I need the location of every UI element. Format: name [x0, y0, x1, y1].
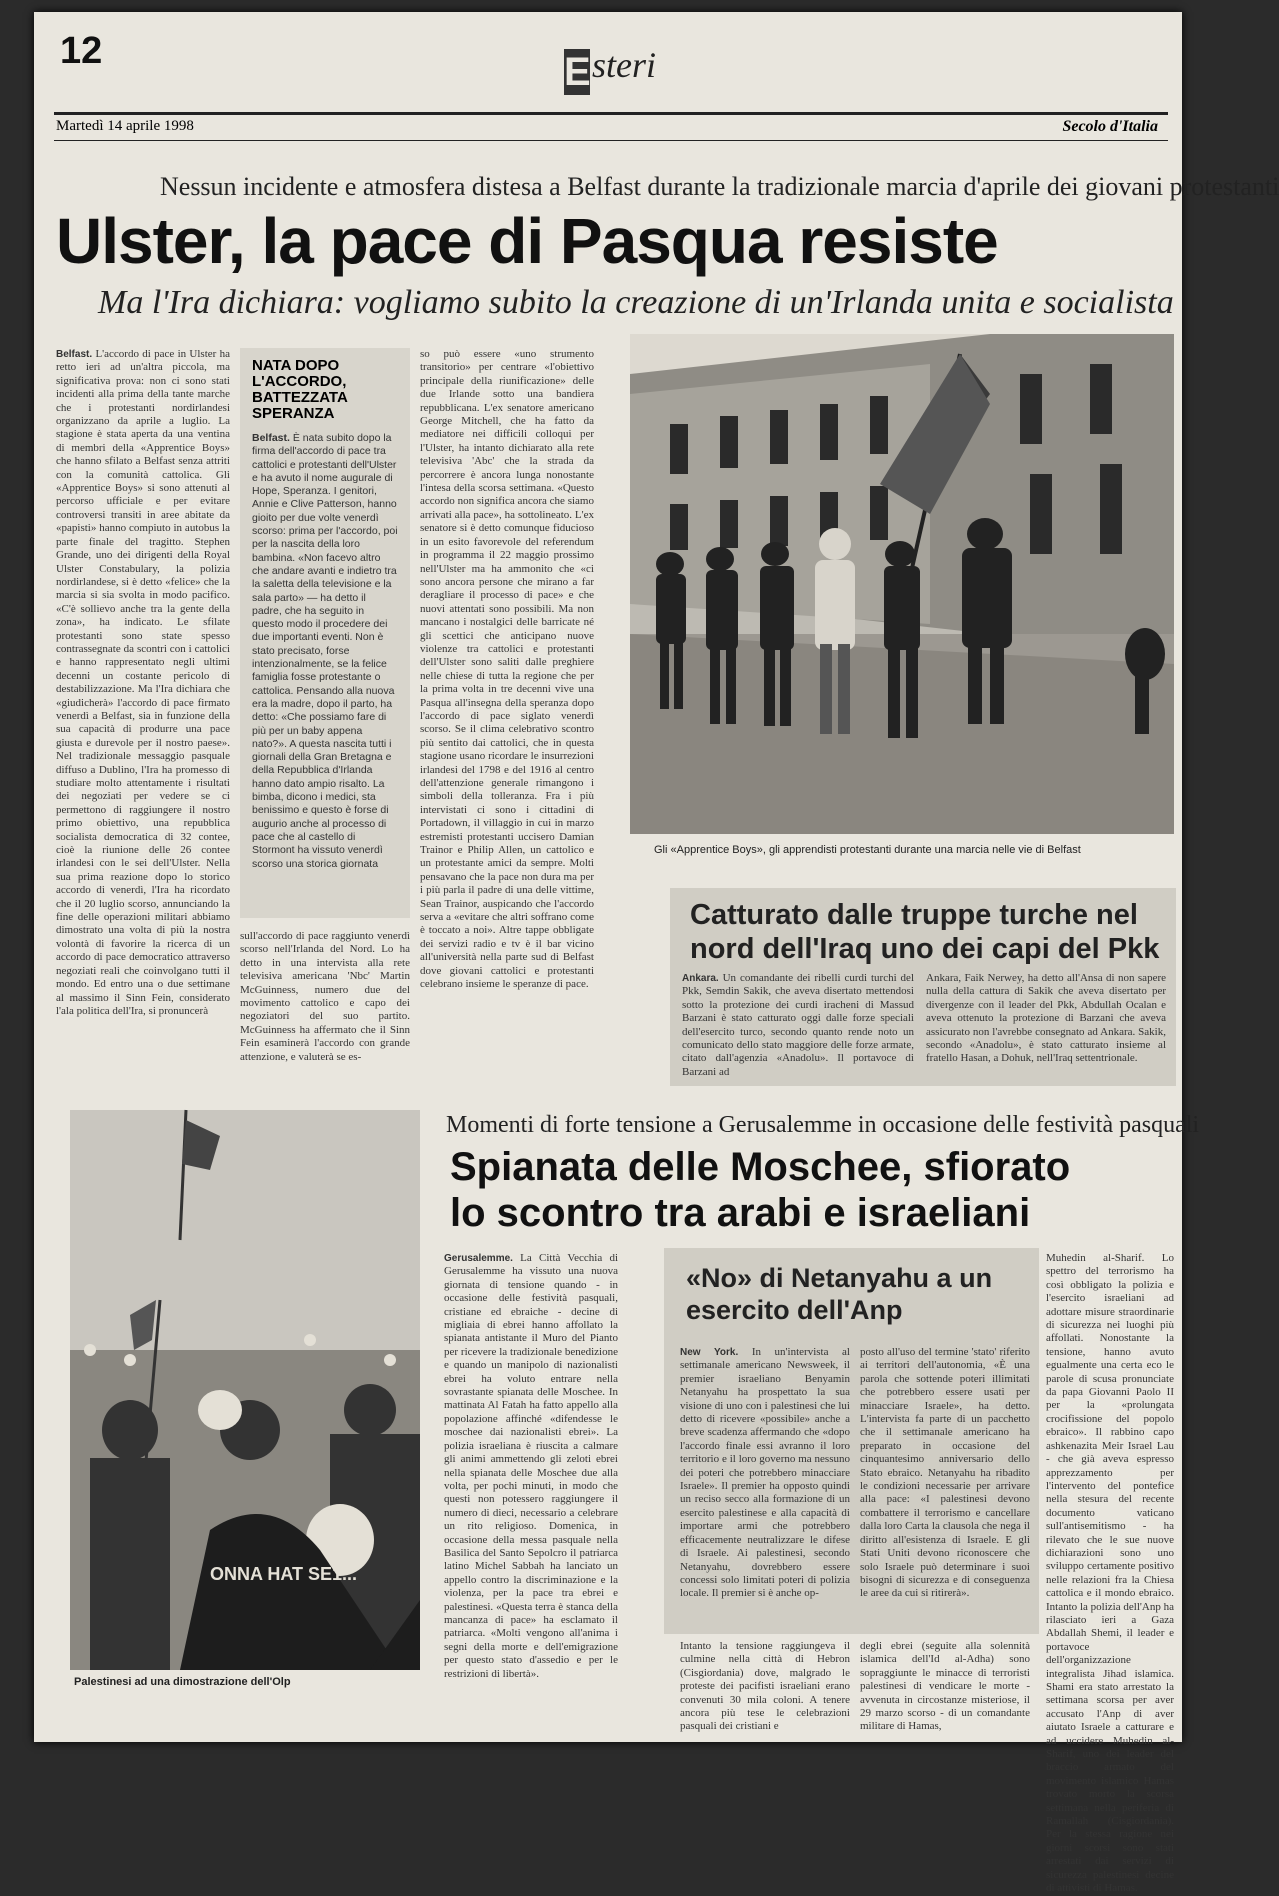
article1-headline: Ulster, la pace di Pasqua resiste — [56, 205, 998, 277]
article1-col2b-text: sull'accordo di pace raggiunto venerdì scorso nell'Irlanda del Nord. Lo ha detto in una intervista alla rete televisiva americana 'Nbc' Martin McGuinness, numero due del movimento cattolico e capo dei negoziatori del suo partito. McGuinness ha affermato che il Sinn Fein esaminerà l'accordo con grande attenzione, e valuterà se es- — [240, 930, 410, 1063]
article3-col1-text: La Città Vecchia di Gerusalemme ha vissuto una nuova giornata di tensione quando - in occasione delle festività pasquali, cristiane ed ebraiche - decine di migliaia di ebrei hanno affollato la spianata antistante il Muro del Pianto per ricevere la tradizionale benedizione e quando un manipolo di nazionalisti ebrei ha voluto entrare nella sovrastante spianata delle Moschee. In mattinata Al Fatah ha fatto appello alla popolazione affinché «difendesse le moschee dai nazionalisti ebrei». La polizia israeliana è riuscita a calmare gli animi ammettendo gli zeloti ebrei nella spianata delle Moschee due alla volta, per pochi minuti, in modo che questi non potessero raggiungere il numero di dieci, necessario a celebrare un rito religioso. Domenica, in occasione della messa pasquale nella Basilica del Santo Sepolcro il patriarca latino Michel Sabbah ha lanciato un appello contro la discriminazione e la violenza, per la pace tra ebrei e palestinesi. «Questa terra è stanca della mancanza di pace» ha esclamato il patriarca. «Molti vengono all'anima i segni della morte e dell'emigrazione per questo stato d'assedio e per le restrizioni di libertà». — [444, 1252, 618, 1680]
photo-palestinians — [70, 1110, 420, 1670]
article2-column-2 — [926, 972, 1166, 1080]
section-rest: steri — [592, 45, 657, 85]
article4-col1-text: In un'intervista al settimanale americano Newsweek, il premier israeliano Benyamin Netanyahu ha prospettato la sua visione di uno con i palestinesi che lui detto di ricevere «possibile» anche a breve scadenza affermando che «dopo l'accordo finale essi avranno il loro territorio e il loro governo ma nessuno dei poteri che potrebbero minacciare Israele». Il premier ha opposto quindi un reciso secco alla formazione di un esercito palestinese e alla capacità di importare armi che potrebbero efficacemente neutralizzare le difese di Israele. Ai palestinesi, secondo Netanyahu, dovrebbero essere concessi solo limitati poteri di polizia locale. Il premier si è anche op- — [680, 1346, 850, 1600]
article2-headline: Catturato dalle truppe turche nel nord dell'Iraq uno dei capi del Pkk — [690, 899, 1160, 965]
sidebar-text: È nata subito dopo la firma dell'accordo di pace tra cattolici e protestanti dell'Ulster e ha avuto il nome augurale di Hope, Speranza. I genitori, Annie e Clive Patterson, hanno gioito per due volte venerdì scorso: prima per l'accordo, poi per la nascita della loro bambina. «Non facevo altro che andare avanti e indietro tra la saletta della televisione e la sala parto» — ha detto il padre, che ha seguito in questo modo il procedere dei due importanti eventi. Non è stato precisato, forse intenzionalmente, se la felice famiglia fosse protestante o cattolica. Pensando alla nuova era la madre, dopo il parto, ha detto: «Che possiamo fare di più per un baby appena nato?». A questa nascita tutti i giornali della Gran Bretagna e della Repubblica d'Irlanda hanno dato ampio risalto. La bimba, dicono i medici, sta benissimo e questo è forse di augurio anche al processo di pace che al castello di Stormont ha vissuto venerdì scorso una storica giornata — [252, 432, 398, 870]
article3-kicker: Momenti di forte tensione a Gerusalemme in occasione delle festività pasquali — [446, 1112, 1200, 1138]
article3-column-5 — [860, 1640, 1030, 1734]
sidebar-dateline: Belfast. — [252, 432, 290, 444]
article4-dateline: New York. — [680, 1347, 739, 1358]
article1-col1-text: L'accordo di pace in Ulster ha retto ieri ad un'altra piccola, ma significativa prova: non ci sono stati incidenti alla prima della tante marche che i protestanti nordirlandesi organizzano da aprile a luglio. La stagione è stata aperta da una ventina di membri della «Apprentice Boys» che hanno sfilato a Belfast senza attriti con la comunità cattolica. Gli «Apprentice Boys» si sono attenuti al percorso ufficiale e per evitare controversi transiti in aree abitate da «papisti» hanno compiuto in autobus la parte finale del tragitto. Stephen Grande, uno dei dirigenti della Royal Ulster Constabulary, la polizia nordirlandese, si è detto «felice» che la marcia si sia svolta in modo pacifico. «C'è sollievo anche tra la gente della zona», ha indicato. Le sfilate protestanti sono state spesso contrassegnate da scontri con i cattolici e hanno rappresentato negli ultimi decenni un costante pericolo di destabilizzazione. Ma l'Ira dichiara che «giudicherà» l'accordo di pace firmato venerdì a Belfast, sia in funzione della sua capacità di produrre una pace giusta e durevole per il nostro paese». Nel tradizionale messaggio pasquale diffuso a Dublino, l'Ira ha promesso di studiare molto attentamente i risultati dei negoziati per vedere se ci permettono di raggiungere il nostro primo obiettivo, una repubblica socialista democratica di 32 contee, cioè la riunione delle 26 contee irlandesi con le sei dell'Ulster. Nella sua prima reazione dopo lo storico accordo di venerdì, l'Ira ha ricordato che il 20 luglio scorso, annunciando la fine delle operazioni militari abbiamo dimostrato una volta di più la nostra volontà di favorire la ricerca di un accordo di pace democratico attraverso negoziati reali che coinvolgano tutti il mondo. Ed entro una o due settimane al massimo il Sinn Fein, considerato l'ala politica dell'Ira, si pronuncerà — [56, 348, 230, 1017]
issue-date: Martedì 14 aprile 1998 — [56, 118, 194, 134]
article3-column-4 — [680, 1640, 850, 1734]
article1-column-2b — [240, 930, 410, 1063]
article4-column-2 — [860, 1346, 1030, 1628]
sidebar-body — [252, 432, 398, 871]
article1-dateline: Belfast. — [56, 349, 93, 360]
article3-column-6 — [1046, 1252, 1174, 1895]
sidebar-box — [240, 348, 410, 918]
article3-col5-text: degli ebrei (seguite alla solennità islamica dell'Id al-Adha) sono sopraggiunte le minacce di terroristi palestinesi di vendicare le morte - avvenuta in circostanze misteriose, il 29 marzo scorso - di un comandante militare di Hamas, — [860, 1640, 1030, 1733]
photo-palestinians-illustration — [70, 1110, 420, 1670]
article3-col4-text: Intanto la tensione raggiungeva il culmine nella città di Hebron (Cisgiordania) dove, malgrado le proteste dei pacifisti israeliani erano convenuti 30 mila coloni. A tenere ancora più tese le celebrazioni pasquali dei cristiani e — [680, 1640, 850, 1733]
article2-col1-text: Un comandante dei ribelli curdi turchi del Pkk, Semdin Sakik, che aveva disertato mettendosi sotto la protezione dei curdi iracheni di Massud Barzani è stato catturato oggi dalle forze speciali dell'esercito turco, secondo quanto rende noto un comunicato dello stato maggiore delle forze armate, citato dall'agenzia «Anadolu». Il portavoce di Barzani ad — [682, 972, 914, 1078]
masthead-rule-thin — [54, 140, 1168, 141]
article1-col3-text: so può essere «uno strumento transitorio» per centrare «l'obiettivo principale della riunificazione» delle due Irlande sotto una bandiera repubblicana. L'ex senatore americano George Mitchell, che ha fatto da mediatore nei difficili colloqui per l'Ulster, ha intanto dichiarato alla rete televisiva 'Abc' che la strada da percorrere è ancora lunga nonostante l'intesa della scorsa settimana. «Questo accordo non significa ancora che siamo arrivati alla pace», ha sottolineato. L'ex senatore si è detto comunque fiducioso in un esito favorevole del referendum in programma il 22 maggio prossimo nell'Ulster ma ha ammonito che «ci sono ancora persone che mirano a far deragliare il processo di pace» e che nuovi attentati sono possibili. Ma non mancano i nostalgici delle barricate né gli scettici che anticipano nuove violenze tra cattolici e protestanti dell'Ulster sono saliti dalle preghiere nelle chiese di tutta la regione che per la prima volta in tre decenni vive una Pasqua all'insegna della speranza dopo l'accordo di pace siglato venerdì scorso. Se il clima celebrativo scontro più sentito dai cattolici, che in questa stagione usano ricordare le insurrezioni irlandesi del 1798 e del 1916 al centro dell'attenzione generale rimangono i simboli della tolleranza. Fra i più intervistati ci sono i cittadini di Portadown, il villaggio in cui in marzo estremisti protestanti uccisero Damian Trainor e Philip Allen, un cattolico e un protestante amici da sempre. Molti pensavano che la pace non dura ma per i più parla il padre di una delle vittime, Sean Trainor, auspicando che l'accordo serva a «evitare che altri soffrano come è toccato a noi». Altre tappe obbligate dei servizi radio e tv è il bar vicino all'università nella parte sud di Belfast dove giovani cattolici e protestanti celebrano insieme le speranze di pace. — [420, 348, 594, 991]
masthead-rule — [54, 112, 1168, 115]
article2-dateline: Ankara. — [682, 973, 719, 984]
article3-col6-text: Muhedin al-Sharif. Lo spettro del terrorismo ha così obbligato la polizia e l'esercito israeliani ad adottare misure straordinarie di sicurezza nei luoghi più affollati. Nonostante la tensione, hanno avuto egualmente una certa eco le parole di scusa pronunciate da papa Giovanni Paolo II per la «prolungata crocifissione del popolo ebraico». Il rabbino capo ashkenazita Meir Israel Lau - che già aveva espresso apprezzamento per l'intervento del pontefice nella stesura del recente documento vaticano sull'antisemitismo - ha rilevato che le sue nuove dichiarazioni sono uno sviluppo certamente positivo nelle relazioni fra la Chiesa cattolica e il mondo ebraico. Intanto la polizia dell'Anp ha rilasciato ieri a Gaza Abdallah Shemi, il leader e portavoce dell'organizzazione integralista Jihad islamica. Shami era stato arrestato la settimana scorsa per aver accusato l'Anp di aver aiutato Israele a catturare e ad uccidere Muhedin al-Sharif, uno dei leader del braccio armato del movimento islamico Hamas trovato morto la scorsa settimana nella periferia di Ramallah (Cisgiordania). Per la stessa ragione nei giorni scorsi sono stati arrestati dai servizi di sicurezza palestinesi decine di attivisti di Hamas. — [1046, 1252, 1174, 1895]
page-number: 12 — [60, 30, 103, 72]
article1-column-3 — [420, 348, 594, 1044]
sidebar-title: NATA DOPO L'ACCORDO, BATTEZZATA SPERANZA — [252, 357, 348, 422]
article2-column-1 — [682, 972, 914, 1080]
photo-palestinians-caption: Palestinesi ad una dimostrazione dell'Olp — [74, 1676, 291, 1688]
article1-kicker: Nessun incidente e atmosfera distesa a Belfast durante la tradizionale marcia d'aprile dei giovani protestanti — [160, 172, 1279, 201]
article3-headline: Spianata delle Moschee, sfiorato lo scontro tra arabi e israeliani — [450, 1145, 1071, 1235]
photo-belfast-march — [630, 334, 1174, 834]
section-title — [564, 44, 656, 95]
article1-column-1 — [56, 348, 230, 1044]
article3-column-1 — [444, 1252, 618, 1732]
paper-name: Secolo d'Italia — [1062, 118, 1158, 135]
photo-belfast-caption: Gli «Apprentice Boys», gli apprendisti protestanti durante una marcia nelle vie di Belfast — [654, 844, 1081, 856]
article2-col2-text: Ankara, Faik Nerwey, ha detto all'Ansa di non sapere nulla della cattura di Sakik che aveva disertato per divergenze con il leader del Pkk, Abdullah Ocalan e aveva ottenuto la protezione di Barzani che aveva assicurato non l'avrebbe consegnato ad Ankara. Sakik, secondo «Anadolu», è stato catturato insieme al fratello Hasan, a Dohuk, nell'Iraq settentrionale. — [926, 972, 1166, 1065]
article3-dateline: Gerusalemme. — [444, 1253, 513, 1264]
article1-subhead: Ma l'Ira dichiara: vogliamo subito la creazione di un'Irlanda unita e socialista — [98, 284, 1174, 321]
article4-headline: «No» di Netanyahu a un esercito dell'Anp — [686, 1263, 993, 1325]
section-initial: E — [564, 50, 591, 94]
photo-belfast-illustration — [630, 334, 1174, 834]
article4-col2-text: posto all'uso del termine 'stato' riferito ai territori dell'autonomia, «È una parola che sottende poteri illimitati che potrebbero essere usati per minacciare Israele», ha detto. L'intervista fa parte di un pacchetto che il settimanale americano ha preparato in occasione del cinquantesimo anniversario dello Stato ebraico. Netanyahu ha ribadito le condizioni necessarie per arrivare alla pace: «I palestinesi devono combattere il terrorismo e cancellare dalla loro Carta la clausola che nega il diritto all'esistenza di Israele. E gli Stati Uniti devono riconoscere che solo Israele può determinare i suoi bisogni di sicurezza e di conseguenza le aree da cui si ritirerà». — [860, 1346, 1030, 1600]
shirt-text: ONNA HAT SE1... — [210, 1564, 358, 1584]
article4-column-1 — [680, 1346, 850, 1628]
newspaper-page — [34, 12, 1279, 1895]
